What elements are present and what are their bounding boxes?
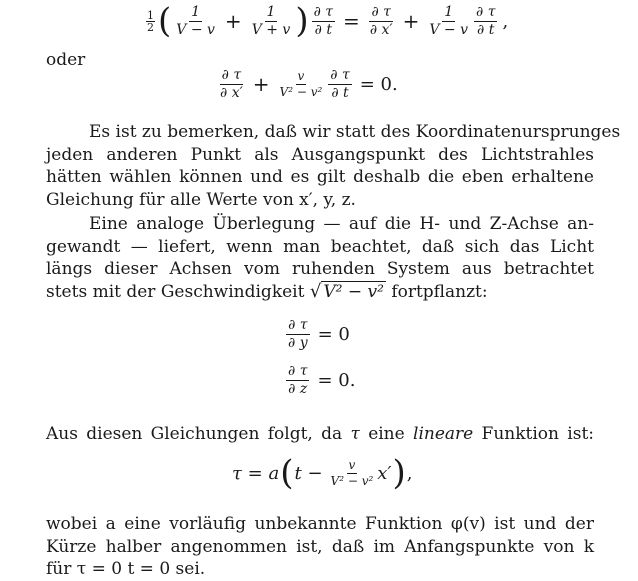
sqrt-radicand: V² − v² [323, 281, 384, 302]
lineare-emphasis: lineare [413, 424, 474, 444]
plus-sign: + [252, 72, 270, 97]
p2-line-4: stets mit der Geschwindigkeit √ V² − v² fortpflanzt: [46, 280, 488, 302]
comma: , [502, 10, 509, 32]
p2-line-1: Eine analoge Überlegung — auf die H- und Z-Achse an- [89, 214, 594, 234]
equation-2 [216, 68, 398, 100]
derivative-dtau-dx: $\frac{\partial \tau}{\partial x'}$ [369, 3, 393, 38]
derivative-dtau-dz: $\frac{\partial \tau}{\partial z}$ [288, 363, 308, 397]
p4-line-2: Kürze halber angenommen ist, daß im Anfangspunkte von k [46, 536, 594, 557]
equation-5: τ = a ( t − $\frac{v}{\text{V² − v²}}$ x′ ) , [232, 453, 413, 493]
left-paren: ( [280, 453, 294, 493]
p1-line-2: jeden anderen Punkt als Ausgangspunkt des Lichtstrahles [46, 144, 594, 165]
p4-line-3: für τ = 0 t = 0 sei. [46, 559, 206, 580]
p2-line-2: gewandt — liefert, wenn man beachtet, daß sich das Licht [46, 236, 594, 257]
equation-3 [284, 318, 350, 350]
equals-zero: = 0. [317, 369, 356, 391]
derivative-dtau-dx: $\frac{\partial \tau}{\partial x'}$ [220, 67, 243, 101]
derivative-dtau-dy: $\frac{\partial \tau}{\partial y}$ [288, 317, 308, 351]
oder-text: oder [46, 50, 86, 70]
fraction-3: $\frac{1}{V - v}$ [429, 3, 468, 38]
equation-4 [284, 364, 355, 396]
fraction-1: $\frac{1}{V - v}$ [176, 3, 215, 38]
derivative-dtau-dt: $\frac{\partial \tau}{\partial t}$ [313, 3, 334, 38]
p4-line-1: wobei a eine vorläufig unbekannte Funktion φ(v) ist und der [46, 514, 594, 534]
right-paren: ) [295, 1, 309, 41]
p1-line-4: Gleichung für alle Werte von x′, y, z. [46, 189, 356, 210]
paragraph-3 [46, 423, 594, 446]
derivative-dtau-dt: $\frac{\partial \tau}{\partial t}$ [330, 67, 350, 101]
plus-sign-2: + [402, 9, 420, 33]
paragraph-2 [46, 213, 594, 303]
p1-line-3: hätten wählen können und es gilt deshalb die eben erhaltene [46, 167, 594, 188]
fraction-v-over-v2: $\frac{v}{\text{V² − v²}}$ [330, 457, 374, 488]
equals-sign: = [343, 9, 360, 33]
p1-line-1: Es ist zu bemerken, daß wir statt des Koordinatenursprunges [89, 122, 621, 142]
fraction-2: $\frac{1}{V + v}$ [251, 3, 291, 38]
half-denominator: 2 [147, 20, 154, 34]
paragraph-4 [46, 513, 594, 581]
equals-zero: = 0 [317, 323, 350, 345]
left-paren: ( [158, 1, 172, 41]
half-numerator: 1 [147, 8, 154, 22]
equals-zero: = 0. [359, 73, 398, 95]
p2-line-3: längs dieser Achsen vom ruhenden System aus betrachtet [46, 259, 594, 280]
comma: , [406, 462, 413, 484]
right-paren: ) [392, 453, 406, 493]
plus-sign: + [224, 9, 242, 33]
sqrt-sign: √ [309, 280, 322, 302]
p3-line-1: Aus diesen Gleichungen folgt, da τ eine lineare Funktion ist: [46, 424, 595, 444]
equation-1 [146, 1, 509, 41]
fraction-v-over-v2: $\frac{v}{\text{V² − v²}}$ [279, 69, 323, 99]
paragraph-1 [46, 121, 621, 211]
derivative-dtau-dt-2: $\frac{\partial \tau}{\partial t}$ [476, 3, 496, 38]
one-half [146, 10, 155, 33]
